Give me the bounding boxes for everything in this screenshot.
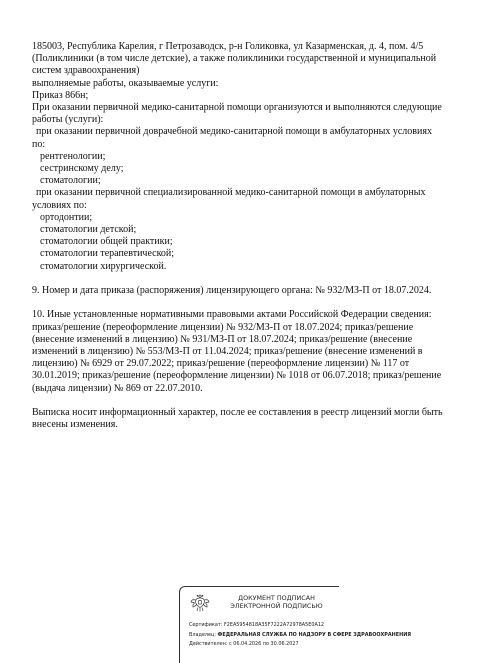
text-line: сестринскому делу; (40, 163, 124, 175)
text-line: при оказании первичной специализированной медико-санитарной помощи в амбулаторных (36, 187, 426, 199)
text-line: 185003, Республика Карелия, г Петрозаводск, р-н Голиковка, ул Казарменская, д. 4, пом. 4/5 (32, 41, 424, 52)
text-line: стоматологии терапевтической; (40, 248, 175, 260)
russian-coat-of-arms-icon (188, 591, 212, 615)
stamp-owner (189, 631, 411, 641)
stamp-validity (189, 640, 411, 650)
certificate-value: F2EA5954818A35F7222A72978A5E0A12 (223, 622, 325, 628)
text-line: ортодонтии; (40, 211, 93, 223)
text-line: стоматологии хирургической. (40, 260, 167, 272)
stamp-meta (189, 621, 411, 650)
valid-value: с 06.04.2026 по 30.06.2027 (229, 641, 299, 648)
document-body (32, 41, 474, 431)
text-line: рентгенологии; (40, 150, 106, 162)
text-line: Выписка носит информационный характер, после ее составления в реестр лицензий могли быть (32, 407, 443, 419)
stamp-certificate (189, 621, 411, 631)
electronic-signature-stamp (179, 586, 412, 663)
text-line: приказ/решение (переоформление лицензии) № 932/МЗ-П от 18.07.2024; приказ/решение (32, 321, 414, 333)
text-line: лицензию) № 6929 от 29.07.2022; приказ/решение (переоформление лицензии) № 117 от (32, 358, 410, 370)
owner-value: ФЕДЕРАЛЬНАЯ СЛУЖБА ПО НАДЗОРУ В СФЕРЕ ЗДРАВООХРАНЕНИЯ (217, 631, 412, 638)
blank-line (32, 273, 474, 285)
text-line: стоматологии детской; (40, 224, 137, 236)
text-line: выполняемые работы, оказываемые услуги: (32, 77, 219, 89)
owner-label: Владелец: (189, 631, 216, 638)
text-line: при оказании первичной доврачебной медико-санитарной помощи в амбулаторных условиях (36, 126, 432, 138)
text-line: 10. Иные установленные нормативными правовыми актами Российской Федерации сведения: (32, 309, 432, 321)
text-line: 30.01.2019; приказ/решение (переоформление лицензии) № 1018 от 06.07.2018; приказ/решение (32, 370, 442, 382)
text-line: (Поликлиники (в том числе детские), а также поликлиники государственной и муниципальной (32, 53, 437, 65)
certificate-label: Сертификат: (189, 622, 223, 628)
text-line: условиях по: (32, 199, 87, 211)
text-line: Приказ 866н; (32, 89, 89, 101)
text-line: стоматологии; (40, 175, 101, 187)
valid-label: Действителен: (189, 641, 228, 648)
text-line: 9. Номер и дата приказа (распоряжения) лицензирующего органа: № 932/МЗ-П от 18.07.2024. (32, 285, 432, 297)
text-line: по: (32, 138, 46, 150)
text-line: внесены изменения. (32, 419, 118, 431)
text-line: работы (услуги): (32, 114, 104, 126)
stamp-title (214, 594, 339, 610)
text-line: стоматологии общей практики; (40, 236, 173, 248)
blank-line (32, 297, 474, 309)
text-line: При оказании первичной медико-санитарной помощи организуются и выполняются следующие (32, 102, 442, 114)
text-line: (выдача лицензии) № 869 от 22.07.2010. (32, 382, 203, 394)
stamp-title-line-1: ДОКУМЕНТ ПОДПИСАН (238, 594, 315, 602)
stamp-title-line-2: ЭЛЕКТРОННОЙ ПОДПИСЬЮ (230, 602, 323, 610)
text-line: изменений в лицензию) № 553/МЗ-П от 11.04.2024; приказ/решение (внесение изменений в (32, 346, 423, 358)
blank-line (32, 395, 474, 407)
text-line: (внесение изменений в лицензию) № 931/МЗ-П от 18.07.2024; приказ/решение (внесение (32, 333, 413, 345)
text-line: систем здравоохранения) (32, 65, 140, 77)
